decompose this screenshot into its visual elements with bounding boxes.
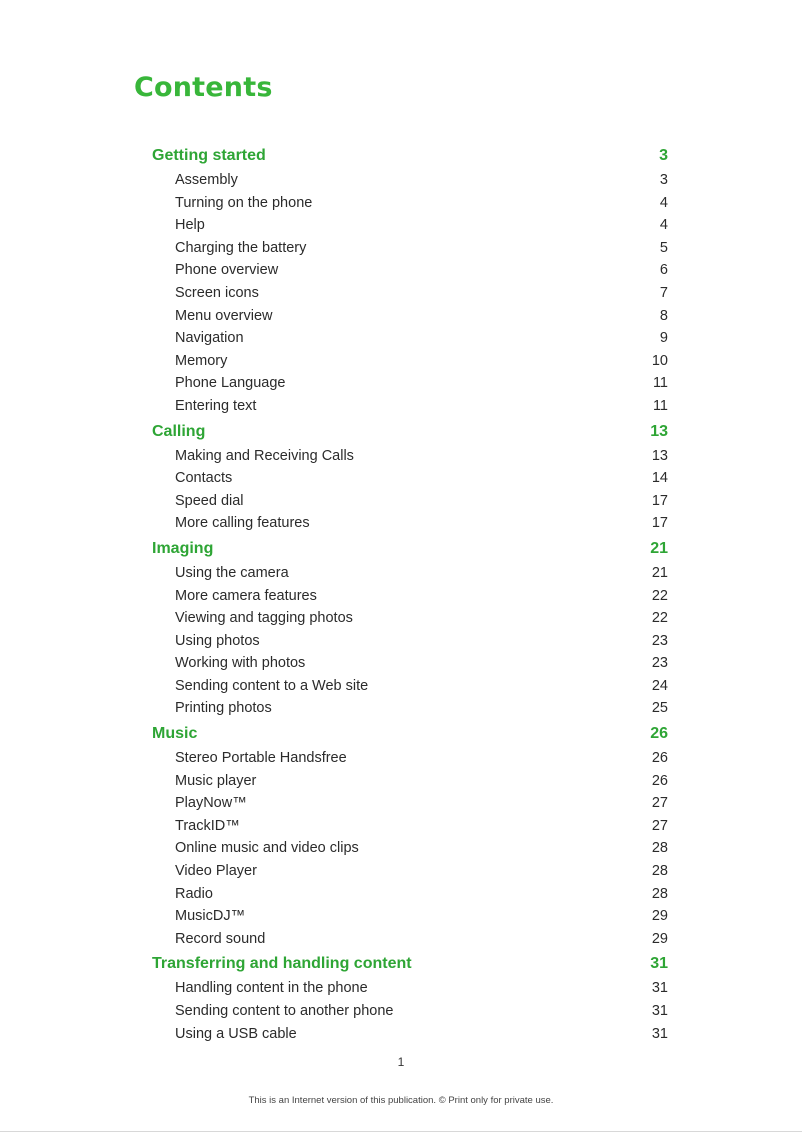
toc-section	[152, 537, 668, 720]
toc-section-page: 26	[650, 725, 668, 743]
toc-entry[interactable]	[152, 837, 668, 860]
toc-entry-label: Stereo Portable Handsfree	[175, 750, 347, 767]
toc-entry-label: Sending content to a Web site	[175, 677, 369, 694]
toc-entry-page: 17	[651, 492, 668, 509]
toc-entry[interactable]	[152, 192, 668, 215]
toc-entry-label: Memory	[175, 352, 228, 369]
toc-entry[interactable]	[152, 697, 668, 720]
footer-notice: This is an Internet version of this publication. © Print only for private use.	[248, 1095, 554, 1106]
toc-section-label: Getting started	[152, 147, 266, 164]
toc-entry-page: 31	[651, 1003, 668, 1019]
toc-section	[152, 144, 668, 418]
toc-entry-label: Handling content in the phone	[175, 980, 368, 997]
toc-entry[interactable]	[152, 792, 668, 815]
toc-entry-label: Help	[175, 217, 205, 234]
toc-entry[interactable]	[152, 1000, 668, 1023]
toc-entry-page: 29	[651, 930, 668, 947]
toc-section-label: Imaging	[152, 539, 214, 557]
toc-entry-label: Entering text	[175, 397, 257, 414]
toc-section	[152, 420, 668, 535]
toc-entry-label: Radio	[175, 885, 213, 902]
toc-entry[interactable]	[152, 928, 668, 951]
toc-entry[interactable]	[152, 305, 668, 328]
toc-entry[interactable]	[152, 883, 668, 906]
toc-entry-page: 22	[651, 587, 668, 604]
page-title: Contents	[134, 72, 273, 103]
toc-entry-page: 23	[651, 655, 668, 672]
toc-entry-label: Using the camera	[175, 564, 289, 581]
toc-entry-page: 14	[651, 470, 668, 487]
toc-entry[interactable]	[152, 350, 668, 373]
toc-entry[interactable]	[152, 675, 668, 698]
toc-entry[interactable]	[152, 395, 668, 418]
toc-entry-page: 11	[652, 375, 668, 392]
toc-entry-label: Music player	[175, 772, 257, 789]
toc-entry-label: Working with photos	[175, 655, 306, 672]
toc-entry[interactable]	[152, 214, 668, 237]
toc-entry-label: Phone Language	[175, 375, 286, 392]
toc-entry-label: PlayNow™	[175, 795, 247, 812]
toc-entry-page: 26	[651, 772, 668, 789]
toc-entry-page: 25	[651, 700, 668, 717]
toc-entry[interactable]	[152, 237, 668, 260]
toc-section-heading[interactable]	[152, 952, 668, 977]
toc-section-page: 3	[659, 147, 668, 164]
toc-entry-page: 28	[651, 840, 668, 857]
toc-entry[interactable]	[152, 467, 668, 490]
toc-entry-page: 26	[651, 750, 668, 767]
table-of-contents	[152, 144, 668, 1045]
toc-entry[interactable]	[152, 445, 668, 468]
toc-section-page: 31	[650, 955, 668, 973]
toc-entry-label: Using photos	[175, 632, 260, 649]
toc-entry[interactable]	[152, 490, 668, 513]
toc-entry-label: More camera features	[175, 587, 317, 604]
toc-entry-page: 23	[651, 632, 668, 649]
page-number: 1	[397, 1055, 405, 1069]
toc-entry-page: 13	[651, 447, 668, 464]
toc-entry-label: Viewing and tagging photos	[175, 610, 353, 627]
toc-entry-page: 31	[651, 980, 668, 997]
toc-entry-page: 28	[651, 863, 668, 880]
toc-entry-label: TrackID™	[175, 817, 240, 834]
toc-entry[interactable]	[152, 977, 668, 1000]
toc-entry[interactable]	[152, 905, 668, 928]
toc-section-label: Transferring and handling content	[152, 955, 412, 973]
toc-entry-label: Phone overview	[175, 262, 279, 279]
toc-entry-page: 17	[651, 515, 668, 532]
toc-entry-label: Assembly	[175, 172, 238, 188]
toc-entry-page: 8	[659, 307, 668, 324]
toc-section-heading[interactable]	[152, 420, 668, 445]
toc-entry[interactable]	[152, 1023, 668, 1046]
toc-entry-label: More calling features	[175, 515, 310, 532]
toc-entry-label: Online music and video clips	[175, 840, 359, 857]
toc-entry-page: 29	[651, 908, 668, 925]
toc-entry-page: 27	[651, 795, 668, 812]
toc-entry-page: 21	[651, 564, 668, 581]
toc-section	[152, 722, 668, 950]
toc-entry-label: Record sound	[175, 930, 266, 947]
toc-entry-page: 3	[659, 172, 668, 188]
toc-entry[interactable]	[152, 860, 668, 883]
toc-entry[interactable]	[152, 259, 668, 282]
toc-entry[interactable]	[152, 562, 668, 585]
toc-entry[interactable]	[152, 169, 668, 192]
toc-entry[interactable]	[152, 747, 668, 770]
toc-entry-page: 31	[651, 1025, 668, 1042]
toc-section	[152, 952, 668, 1045]
toc-entry-page: 6	[659, 262, 668, 279]
toc-entry-label: Printing photos	[175, 700, 272, 717]
toc-entry[interactable]	[152, 630, 668, 653]
toc-entry-page: 4	[659, 194, 668, 211]
toc-entry-label: Using a USB cable	[175, 1025, 297, 1042]
toc-entry[interactable]	[152, 652, 668, 675]
toc-entry-label: Charging the battery	[175, 239, 307, 256]
toc-entry-page: 27	[651, 817, 668, 834]
toc-section-page: 21	[650, 539, 668, 557]
toc-entry-label: MusicDJ™	[175, 908, 246, 925]
toc-section-label: Music	[152, 725, 198, 743]
toc-entry-page: 10	[651, 352, 668, 369]
toc-entry-label: Sending content to another phone	[175, 1003, 394, 1019]
toc-entry-page: 11	[652, 397, 668, 414]
toc-entry[interactable]	[152, 770, 668, 793]
toc-entry-page: 28	[651, 885, 668, 902]
toc-section-page: 13	[650, 422, 668, 440]
toc-entry-label: Video Player	[175, 863, 257, 880]
toc-entry-page: 24	[651, 677, 668, 694]
toc-entry[interactable]	[152, 585, 668, 608]
toc-entry-page: 9	[659, 330, 668, 347]
toc-entry-label: Screen icons	[175, 284, 259, 301]
toc-entry[interactable]	[152, 372, 668, 395]
toc-entry[interactable]	[152, 512, 668, 535]
toc-entry[interactable]	[152, 607, 668, 630]
toc-entry-label: Contacts	[175, 470, 233, 487]
toc-section-heading[interactable]	[152, 722, 668, 747]
toc-entry-label: Navigation	[175, 330, 244, 347]
toc-section-label: Calling	[152, 422, 206, 440]
toc-section-heading[interactable]	[152, 144, 668, 169]
toc-entry[interactable]	[152, 282, 668, 305]
toc-entry-label: Making and Receiving Calls	[175, 447, 354, 464]
toc-entry-page: 22	[651, 610, 668, 627]
toc-entry-page: 4	[659, 217, 668, 234]
toc-entry-label: Turning on the phone	[175, 194, 313, 211]
toc-entry[interactable]	[152, 327, 668, 350]
toc-entry-page: 5	[659, 239, 668, 256]
toc-entry-label: Menu overview	[175, 307, 273, 324]
toc-section-heading[interactable]	[152, 537, 668, 562]
bottom-divider	[0, 1131, 802, 1132]
toc-entry-label: Speed dial	[175, 492, 244, 509]
toc-entry-page: 7	[659, 284, 668, 301]
toc-entry[interactable]	[152, 815, 668, 838]
